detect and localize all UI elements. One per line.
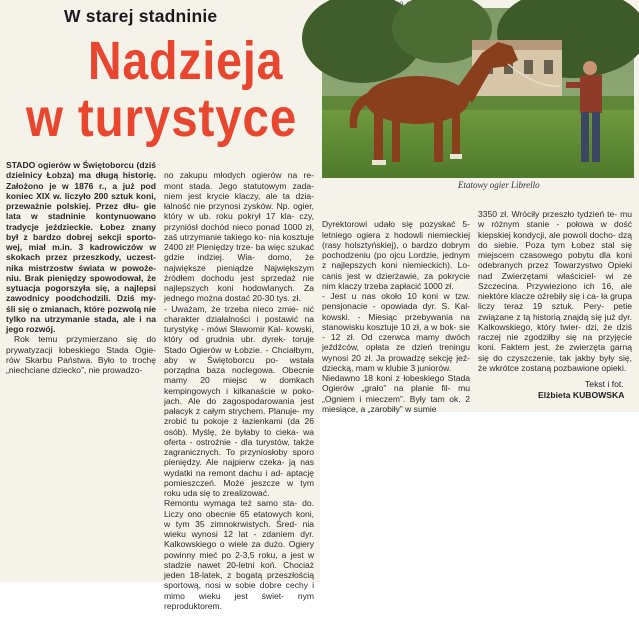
photo-caption: Etatowy ogier Librello [458,180,540,190]
column-1 [6,160,156,375]
column-3-text: Dyrektorowi udało się pozyskać 5-letniego ogiera z hodowli niemieckiej (rasy holsztyńskiej), o bardzo dobrym pochodzeniu (po ojcu Lordzie, jednym z najlepszych koni niemieckich). Lo- canis jest w dzierżawie, za pokrycie nim klaczy trzeba zapłacić 1000 zł. - Jest u nas około 10 koni w tzw. pensjonacie - opowiada dyr. S. Kal- kowski. - Miesiąc przebywania na stanowisku kosztuje 10 zł, a w bok- sie - 12 zł. Od czerwca mamy dwóch jeźdźców, opłata ze dzień treningu wynosi 20 zł. Ja prowadzę sekcję jeź- dziecką, mam w klubie 3 juniorów. Niedawno 18 koni z łobeskiego Stada Ogierów „grało” na planie fil- mu „Ogniem i mieczem”. Były tam ok. 2 miesiące, a „zarobiły” w sumie [322,219,470,414]
column-4 [478,209,632,373]
headline-line-1: Nadzieja [88,31,284,91]
author: Elżbieta KUBOWSKA [538,390,625,400]
column-2 [164,160,314,621]
kicker: W starej stadninie [64,6,218,26]
headline-line-2: w turystyce [26,88,298,148]
article-lead: STADO ogierów w Świętoborcu (dziś dzielnicy Łobza) ma długą historię. Założono je w 1876 r., a już pod koniec XIX w. liczyło 200 sztuk koni, przeważnie polskiej. Przez dłu- gie lata w stadninie kontynuowano tradycje jeździeckie. Łobez znany był z bardzo dobrej sekcji sporto- wej, miał m.in. 3 kadrowiczów w skokach przez przeszkody, uczest- nika mistrzostw świata w powoże- niu. Brak pieniędzy spowodował, że sytuacja pogorszyła się, a najlepsi zawodnicy poodchodzili. Dziś my- śli się o zmianach, które pozwolą nie tylko na utrzymanie stada, ale i na jego rozwój. [6,160,156,334]
column-4-text: 3350 zł. Wróciły przeszło tydzień te- mu w różnym stanie - połowa w dość kiepskiej kondycji, ale powoli docho- dzą do siebie. Poza tym Łobez stal się miejscem czasowego pobytu dla koni odebranych przez Towarzystwo Opieki nad Zwierzętami właściciel- wi ze Szczecina. Przywieziono ich 16, ale niektóre klacze oźrebiły się i ca- ła grupa liczy teraz 19 sztuk. Pery- petie związane z tą historią znajdą się już dyr. Kalkowskiego, który twier- dzi, że dziś raczej nie zgodziłby się na przyjęcie koni. Faktem jest, że zwierzęta garną się do czyszczenie, tak jakby były się, że wkrótce zostaną pozbawione opieki. [478,209,632,373]
column-2-text: no zakupu młodych ogierów na re- mont stada. Jego statutowym zada- niem jest krycie klaczy, ale ta dzia- łalność nie przynosi zysków. Np. ogier, który w ub. roku pokrył 17 kla- czy, przyniósł dochód nieco ponad 1000 zł, zaś utrzymanie takiego ko- nia kosztuje 2400 zł! Pieniędzy trze- ba więc szukać gdzie indziej. Wia- domo, że największe pieniądze Największym źródłem dochodu jest sprzedaż nie najlepszych koni hodowlanych. Za jednego można dostać 20-30 tys. zł. - Uważam, że trzeba nieco zmie- nić charakter działalności i postawić na turystykę - mówi Sławomir Kal- kowski, który od grudnia ubr. dyrek- toruje Stado Ogierów w Łobzie. - Chciałbym, aby w Świętoborcu po- wstała porządna baza noclegowa. Obecnie mamy 20 miejsc w domkach kempingowych i kilkanaście w poko- jach. Ale do zagospodarowania jest pałacyk z całym strychem. Planuje- my zrobić tu pokoje z łazienkami (da 26 osób). Myślę, że byłaby to cieka- wa oferta - ostrożnie - dla turystów, także zagranicznych. To przyniosłoby sporo pieniędzy. Ale najpierw czeka- ją nas wydatki na remont dachu i ad- aptację pomieszczeń. Może jeszcze w tym roku uda się to zrealizować. Remontu wymaga też samo sta- do. Liczy ono obecnie 65 etatowych koni, w tym 35 zimnokrwistych. Śred- nia wieku wynosi 12 lat - zdaniem dyr. Kalkowskiego o wiele za dużo. Ogiery powinny mieć po 2-3,5 roku, a jest w stadzie nawet 20-letni koń. Chociaż jeden 18-latek, z bogatą przeszłością sportową, nosi w sobie dobre cechy i mimo wieku jest świet- nym reproduktorem. [164,170,314,611]
column-1-text: Rok temu przymierzano się do prywatyzacji łobeskiego Stada Ogie- rów Skarbu Państwa. Było to trochę „niechciane dziecko”, nie prowadzo- [6,334,156,375]
horse-photo [322,8,634,178]
credit-label: Tekst i fot. [585,379,624,389]
column-3 [322,209,470,424]
